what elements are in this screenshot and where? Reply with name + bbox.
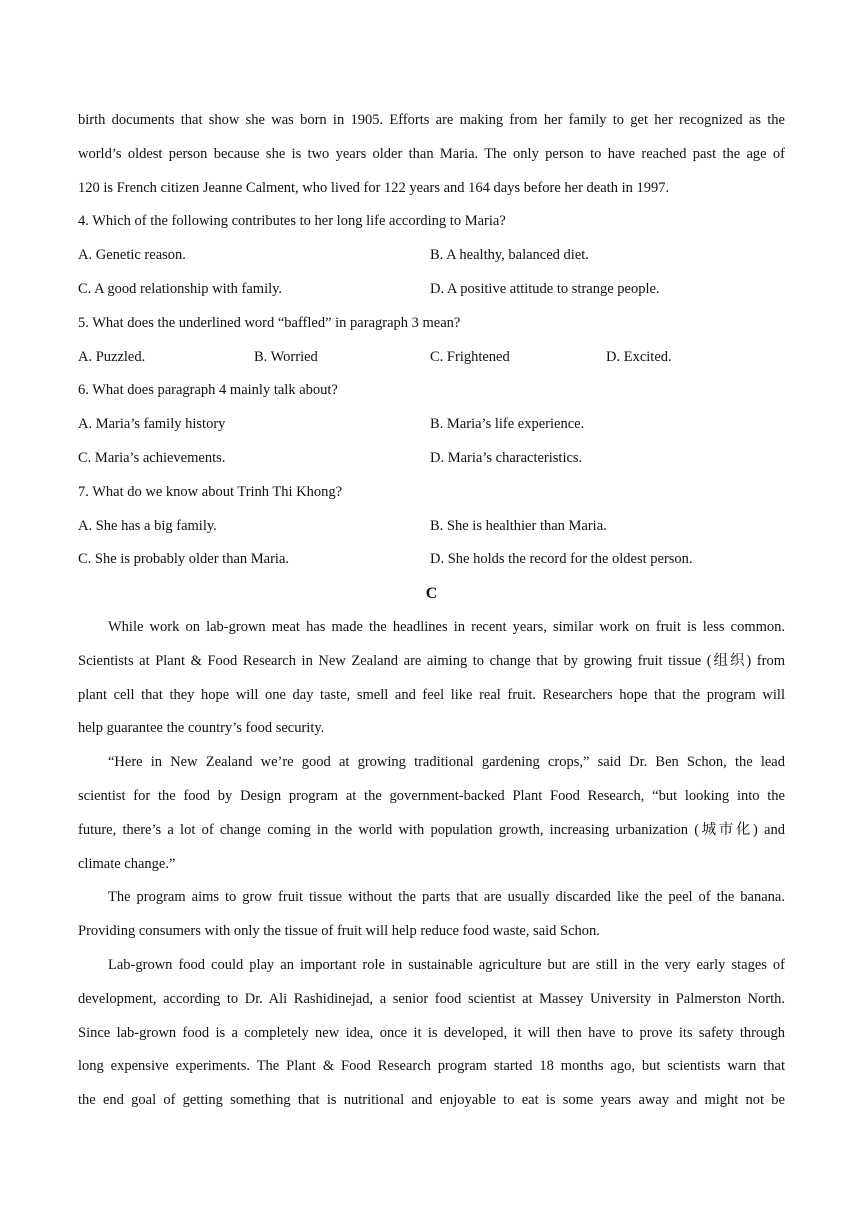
option-b: B. Worried <box>254 348 318 365</box>
option-row <box>78 273 785 307</box>
passage-line: climate change.” <box>78 855 176 872</box>
passage-line: Since lab-grown food is a completely new idea, once it is developed, it will then have to prove its safety through <box>78 1024 785 1041</box>
passage-line: future, there’s a lot of change coming in the world with population growth, increasing urbanization (城市化) and <box>78 821 785 838</box>
passage-line: help guarantee the country’s food security. <box>78 720 325 737</box>
option-d: D. Excited. <box>606 348 672 365</box>
passage-line: While work on lab-grown meat has made the headlines in recent years, similar work on fruit is less common. <box>108 618 785 635</box>
text-line: birth documents that show she was born in 1905. Efforts are making from her family to get her recognized as the <box>78 112 785 128</box>
text-line: world’s oldest person because she is two years older than Maria. The only person to have reached past the age of <box>78 145 785 162</box>
option-row <box>78 442 785 476</box>
option-a: A. Genetic reason. <box>78 247 186 264</box>
option-d: D. A positive attitude to strange people. <box>430 280 660 297</box>
option-d: D. Maria’s characteristics. <box>430 449 583 466</box>
passage-line: development, according to Dr. Ali Rashidinejad, a senior food scientist at Massey University in Palmerston North. <box>78 990 785 1007</box>
option-row <box>78 510 785 544</box>
option-a: A. She has a big family. <box>78 517 217 534</box>
passage-line: long expensive experiments. The Plant & Food Research program started 18 months ago, but scientists warn that <box>78 1058 785 1075</box>
passage-line: Scientists at Plant & Food Research in New Zealand are aiming to change that by growing fruit tissue (组织) from <box>78 652 785 669</box>
passage-line: The program aims to grow fruit tissue without the parts that are usually discarded like the peel of the banana. <box>108 889 785 906</box>
section-heading: C <box>425 585 438 603</box>
document-page <box>78 104 785 1118</box>
option-row <box>78 408 785 442</box>
option-d: D. She holds the record for the oldest person. <box>430 551 693 568</box>
passage-line: Providing consumers with only the tissue of fruit will help reduce food waste, said Schon. <box>78 923 600 940</box>
option-b: B. She is healthier than Maria. <box>430 517 607 534</box>
passage-line: “Here in New Zealand we’re good at growing traditional gardening crops,” said Dr. Ben Schon, the lead <box>108 754 785 771</box>
option-row <box>78 543 785 577</box>
passage-line: scientist for the food by Design program at the government-backed Plant Food Research, “but looking into the <box>78 787 785 804</box>
option-a: A. Puzzled. <box>78 348 146 365</box>
passage-line: plant cell that they hope will one day taste, smell and feel like real fruit. Researchers hope that the program will <box>78 686 785 703</box>
option-c: C. Frightened <box>430 348 510 365</box>
question-stem: 5. What does the underlined word “baffled” in paragraph 3 mean? <box>78 314 461 331</box>
text-line: 120 is French citizen Jeanne Calment, who lived for 122 years and 164 days before her death in 1997. <box>78 179 670 196</box>
passage-line: the end goal of getting something that is nutritional and enjoyable to eat is some years away and might not be <box>78 1092 785 1109</box>
question-stem: 7. What do we know about Trinh Thi Khong? <box>78 483 343 500</box>
option-b: B. Maria’s life experience. <box>430 416 585 433</box>
option-row <box>78 239 785 273</box>
option-c: C. Maria’s achievements. <box>78 449 226 466</box>
question-stem: 6. What does paragraph 4 mainly talk about? <box>78 382 338 399</box>
option-b: B. A healthy, balanced diet. <box>430 247 589 264</box>
passage-line: Lab-grown food could play an important role in sustainable agriculture but are still in the very early stages of <box>108 956 785 973</box>
question-stem: 4. Which of the following contributes to her long life according to Maria? <box>78 213 506 230</box>
option-c: C. She is probably older than Maria. <box>78 551 290 568</box>
option-a: A. Maria’s family history <box>78 416 226 433</box>
option-c: C. A good relationship with family. <box>78 280 283 297</box>
option-row <box>78 341 785 375</box>
